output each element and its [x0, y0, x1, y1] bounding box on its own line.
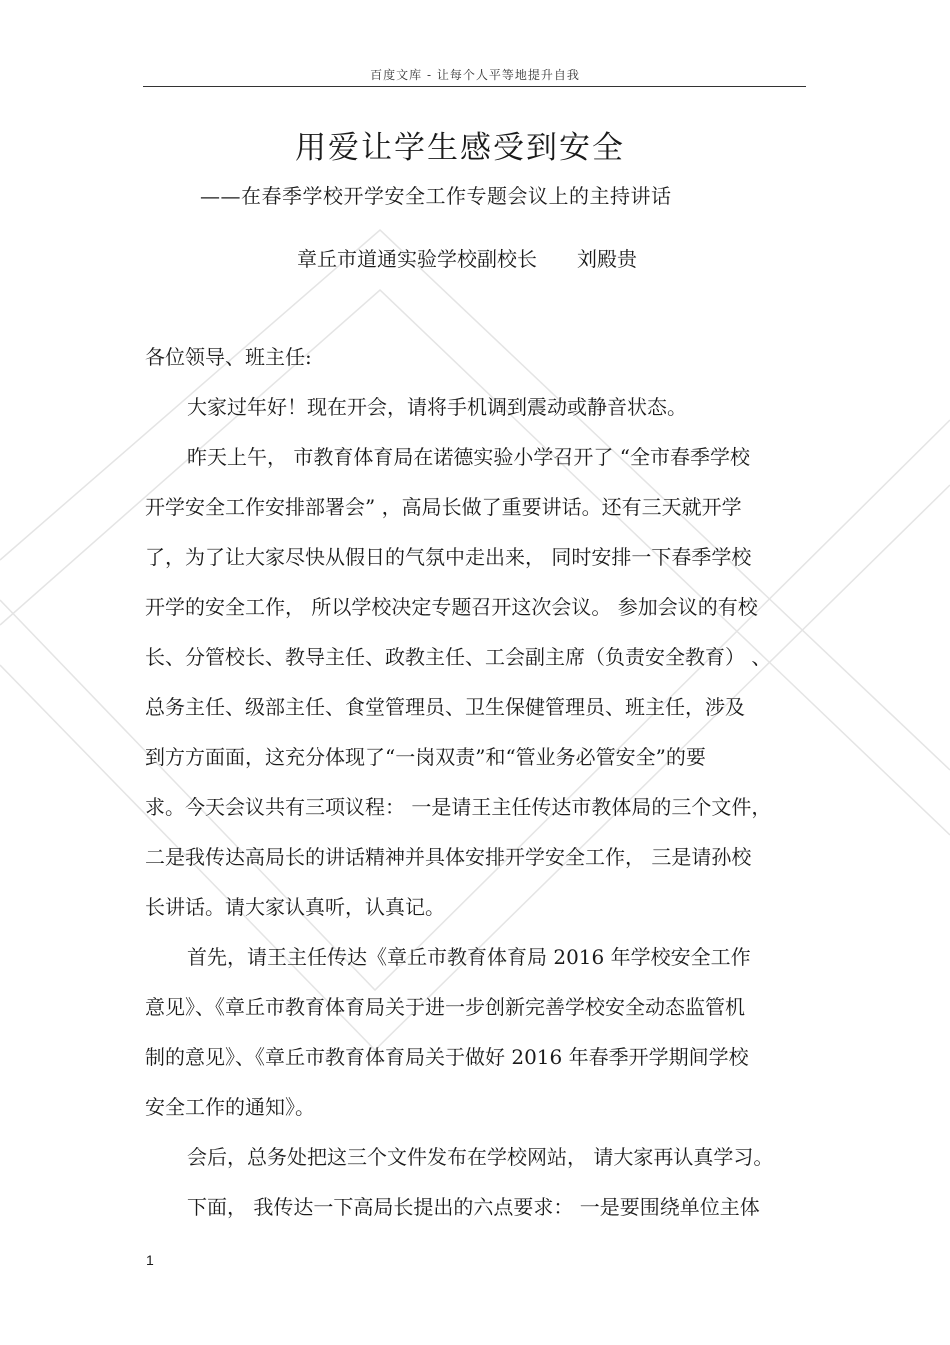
salutation: 各位领导、班主任: — [145, 345, 312, 369]
body-line: 长讲话。请大家认真听，认真记。 — [145, 895, 445, 919]
body-line: 意见》、《章丘市教育体育局关于进一步创新完善学校安全动态监管机 — [145, 995, 745, 1019]
body-line: 到方方面面，这充分体现了“一岗双责”和“管业务必管安全”的要 — [145, 745, 706, 769]
body-line: 大家过年好！现在开会，请将手机调到震动或静音状态。 — [187, 395, 687, 419]
body-line: 安全工作的通知》。 — [145, 1095, 315, 1119]
header-text: 百度文库 - 让每个人平等地提升自我 — [370, 68, 580, 82]
document-title: 用爱让学生感受到安全 — [295, 130, 625, 166]
body-line: 二是我传达高局长的讲话精神并具体安排开学安全工作， 三是请孙校 — [145, 845, 752, 869]
body-line: 总务主任、级部主任、食堂管理员、卫生保健管理员、班主任，涉及 — [145, 695, 745, 719]
body-line: 制的意见》、《章丘市教育体育局关于做好 2016 年春季开学期间学校 — [145, 1045, 749, 1069]
header-divider — [143, 86, 806, 87]
body-line: 了，为了让大家尽快从假日的气氛中走出来， 同时安排一下春季学校 — [145, 545, 752, 569]
body-line: 求。今天会议共有三项议程： 一是请王主任传达市教体局的三个文件， — [145, 795, 772, 819]
body-line: 昨天上午， 市教育体育局在诺德实验小学召开了 “全市春季学校 — [187, 445, 750, 469]
body-line: 开学安全工作安排部署会” ，高局长做了重要讲话。还有三天就开学 — [145, 495, 742, 519]
body-line: 开学的安全工作， 所以学校决定专题召开这次会议。 参加会议的有校 — [145, 595, 758, 619]
author-line — [297, 243, 637, 272]
body-line: 下面， 我传达一下高局长提出的六点要求： 一是要围绕单位主体 — [187, 1195, 760, 1219]
author-organization: 章丘市道通实验学校副校长 — [297, 247, 537, 271]
body-line: 首先，请王主任传达《章丘市教育体育局 2016 年学校安全工作 — [187, 945, 751, 969]
page-number: 1 — [146, 1252, 154, 1268]
body-line: 会后，总务处把这三个文件发布在学校网站， 请大家再认真学习。 — [187, 1145, 774, 1169]
document-subtitle: ——在春季学校开学安全工作专题会议上的主持讲话 — [200, 184, 672, 208]
body-line: 长、分管校长、教导主任、政教主任、工会副主席（负责安全教育） 、 — [145, 645, 772, 669]
author-name: 刘殿贵 — [577, 247, 637, 271]
